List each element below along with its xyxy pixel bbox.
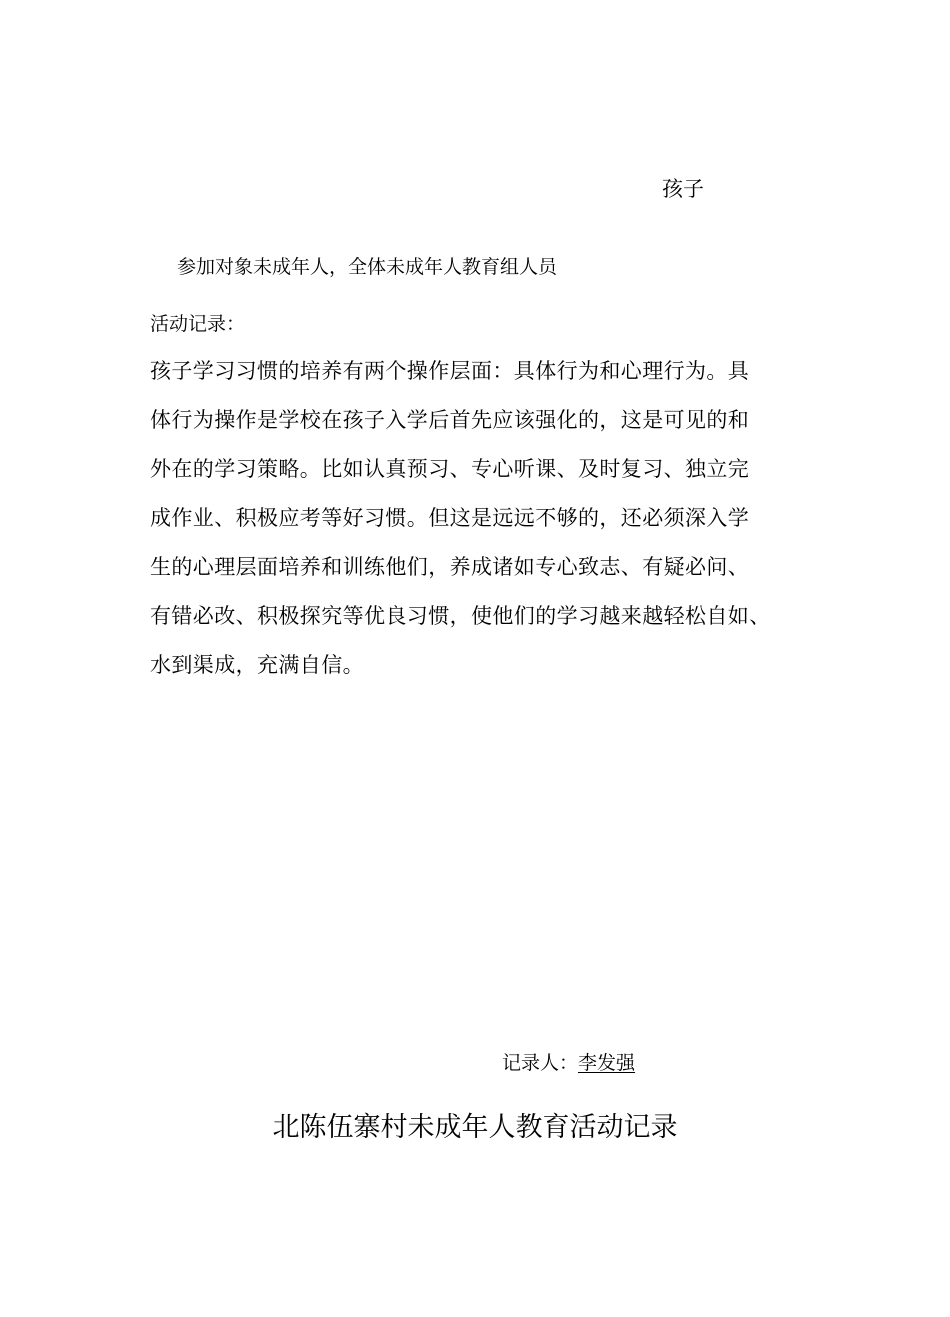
body-line: 体行为操作是学校在孩子入学后首先应该强化的，这是可见的和	[150, 408, 750, 432]
recorder-label: 记录人：	[502, 1052, 579, 1074]
body-line: 孩子学习习惯的培养有两个操作层面：具体行为和心理行为。具	[150, 359, 750, 383]
body-line: 生的心理层面培养和训练他们，养成诸如专心致志、有疑必问、	[150, 555, 750, 579]
body-line: 水到渠成，充满自信。	[150, 653, 364, 677]
activity-record-label: 活动记录：	[150, 313, 246, 335]
activity-record-body	[150, 354, 830, 697]
recorder-name: 李发强	[578, 1052, 636, 1074]
body-line: 成作业、积极应考等好习惯。但这是远远不够的，还必须深入学	[150, 506, 750, 530]
document-title: 北陈伍寨村未成年人教育活动记录	[272, 1112, 678, 1143]
body-line: 外在的学习策略。比如认真预习、专心听课、及时复习、独立完	[150, 457, 750, 481]
recorder-line	[502, 1048, 635, 1078]
participants-line: 参加对象未成年人，全体未成年人教育组人员	[177, 256, 558, 278]
header-word: 孩子	[662, 177, 704, 201]
body-line: 有错必改、积极探究等优良习惯，使他们的学习越来越轻松自如、	[150, 604, 771, 628]
